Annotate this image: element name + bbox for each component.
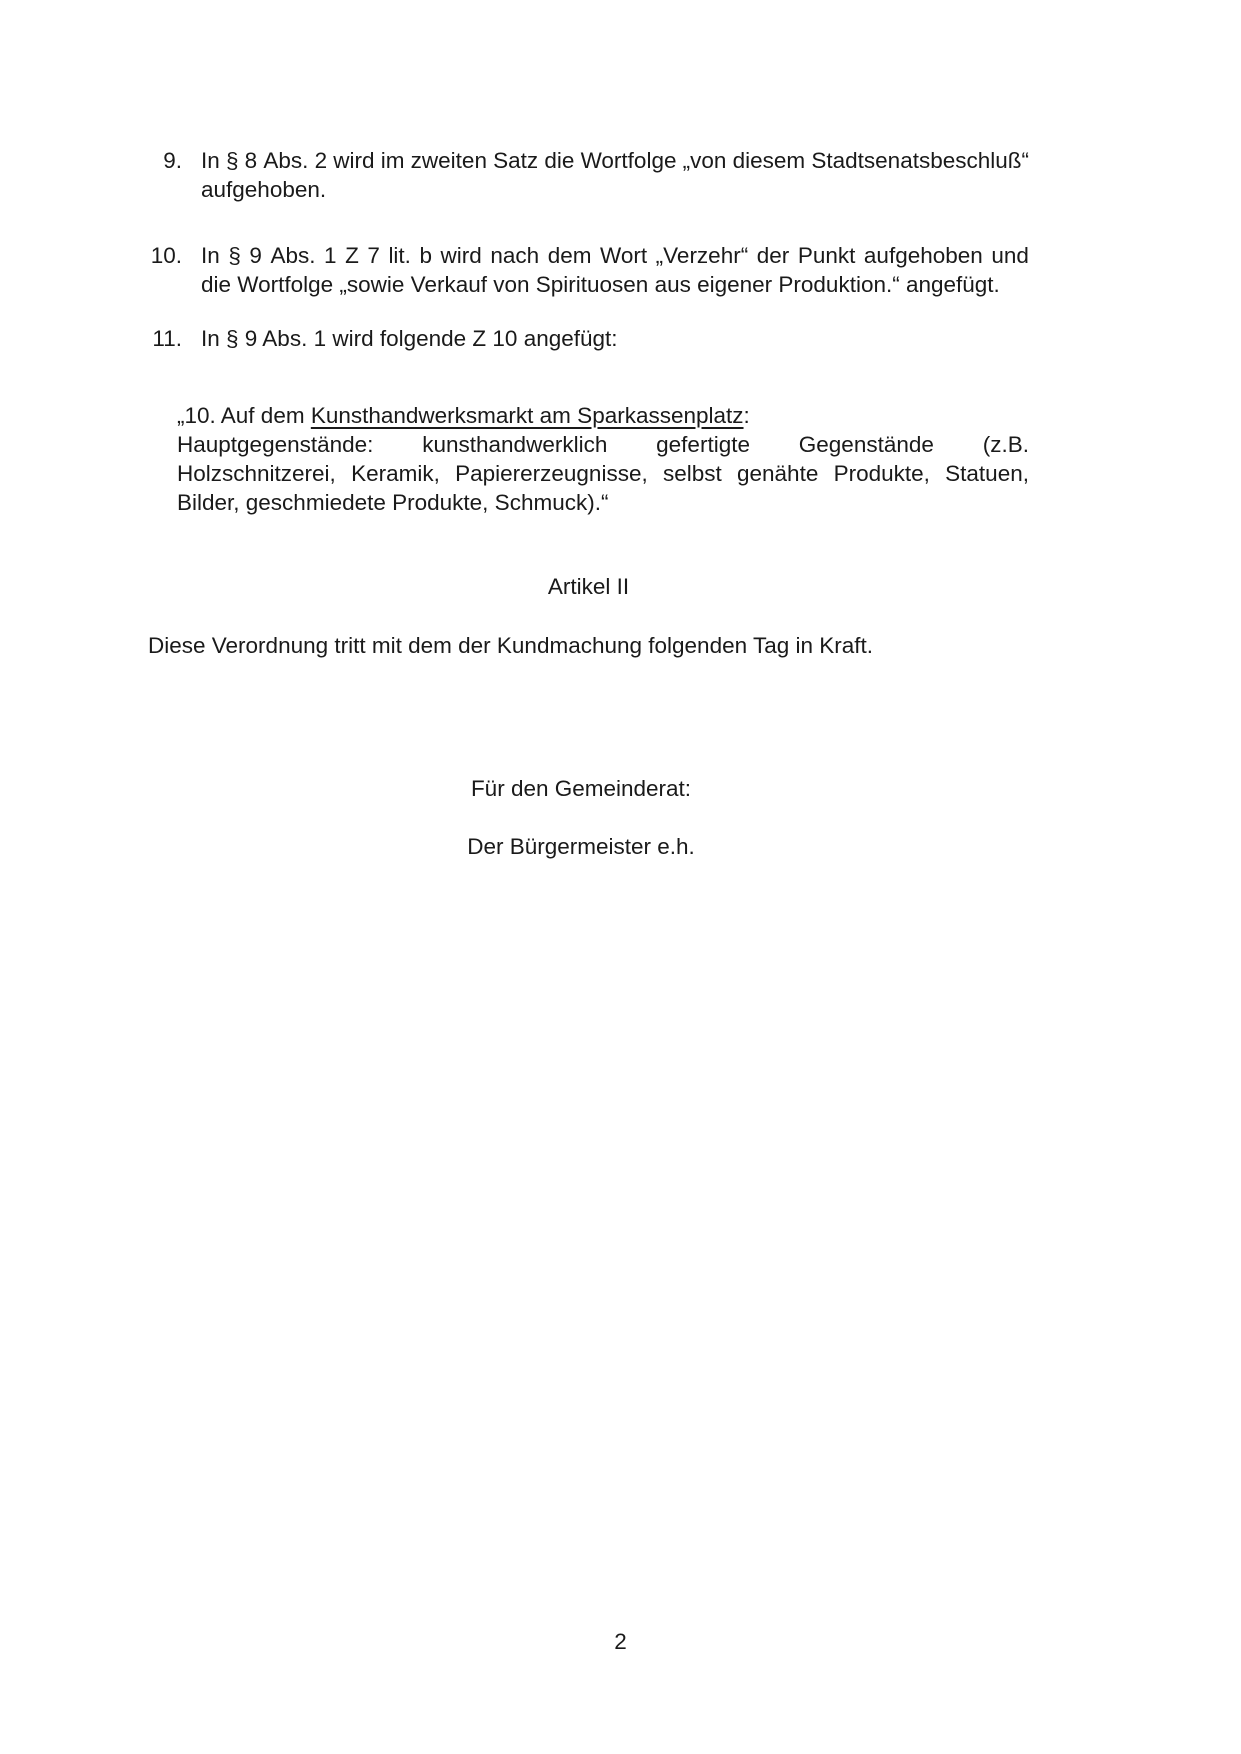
signature-buergermeister: Der Bürgermeister e.h. <box>467 834 695 859</box>
word: Abs. <box>263 148 309 173</box>
word: Wort <box>600 243 648 268</box>
word: Hauptgegenstände: <box>177 432 374 457</box>
word: Keramik, <box>351 461 440 486</box>
article-heading: Artikel II <box>547 574 630 599</box>
word: selbst <box>662 461 722 486</box>
word: kunsthandwerklich <box>422 432 608 457</box>
word: nach <box>490 243 540 268</box>
item-text <box>201 241 1029 299</box>
word: Papiererzeugnisse, <box>455 461 648 486</box>
word: In <box>201 148 220 173</box>
text-line <box>201 146 1029 175</box>
word: Abs. <box>270 243 316 268</box>
word: genähte <box>737 461 819 486</box>
amendment-item-9 <box>148 146 1029 204</box>
amendment-item-10 <box>148 241 1029 299</box>
word: „von <box>682 148 727 173</box>
word: § <box>228 243 241 268</box>
text-line: Bilder, geschmiedete Produkte, Schmuck).“ <box>177 490 609 515</box>
word: zweiten <box>410 148 487 173</box>
word: und <box>991 243 1029 268</box>
word: Stadtsenatsbeschluß“ <box>811 148 1029 173</box>
word: Holzschnitzerei, <box>177 461 336 486</box>
item-number: 11. <box>152 326 182 351</box>
word: § <box>225 148 239 173</box>
text-line <box>201 241 1029 270</box>
word: gefertigte <box>656 432 750 457</box>
text-line: In § 9 Abs. 1 wird folgende Z 10 angefügt: <box>201 326 618 351</box>
text-line: die Wortfolge „sowie Verkauf von Spirituosen aus eigener Produktion.“ angefügt. <box>201 272 1000 297</box>
word: wird <box>440 243 482 268</box>
word: aufgehoben <box>863 243 983 268</box>
underlined-text: Kunsthandwerksmarkt am Sparkassenplatz <box>310 403 744 428</box>
word: diesem <box>732 148 806 173</box>
text-segment: „10. Auf dem <box>177 403 311 428</box>
word: wird <box>333 148 375 173</box>
word: Produkte, <box>833 461 930 486</box>
text-segment: : <box>743 403 750 428</box>
text-line <box>177 430 1029 459</box>
word: der <box>756 243 790 268</box>
word: 9 <box>249 243 262 268</box>
amendment-item-11 <box>148 324 1029 353</box>
signature-for-gemeinderat: Für den Gemeinderat: <box>470 776 692 801</box>
word: Gegenstände <box>798 432 934 457</box>
word: (z.B. <box>982 432 1029 457</box>
word: Wortfolge <box>580 148 677 173</box>
word: Statuen, <box>945 461 1029 486</box>
word: 1 <box>324 243 337 268</box>
word: im <box>380 148 405 173</box>
quoted-provision-block <box>177 401 1029 517</box>
item-text <box>201 146 1029 204</box>
word: In <box>201 243 220 268</box>
word: dem <box>547 243 592 268</box>
word: 8 <box>244 148 258 173</box>
word: „Verzehr“ <box>655 243 749 268</box>
word: Satz <box>493 148 539 173</box>
word: Punkt <box>797 243 856 268</box>
text-line <box>177 401 1029 430</box>
word: lit. <box>388 243 411 268</box>
word: 7 <box>367 243 380 268</box>
text-line: aufgehoben. <box>201 177 327 202</box>
item-number: 10. <box>150 243 182 268</box>
text-line <box>177 459 1029 488</box>
word: die <box>544 148 575 173</box>
word: b <box>419 243 432 268</box>
page-number: 2 <box>614 1629 627 1654</box>
effective-date-clause: Diese Verordnung tritt mit dem der Kundmachung folgenden Tag in Kraft. <box>148 633 874 658</box>
item-text <box>201 324 1029 353</box>
word: 2 <box>314 148 328 173</box>
item-number: 9. <box>163 148 182 173</box>
word: Z <box>345 243 359 268</box>
